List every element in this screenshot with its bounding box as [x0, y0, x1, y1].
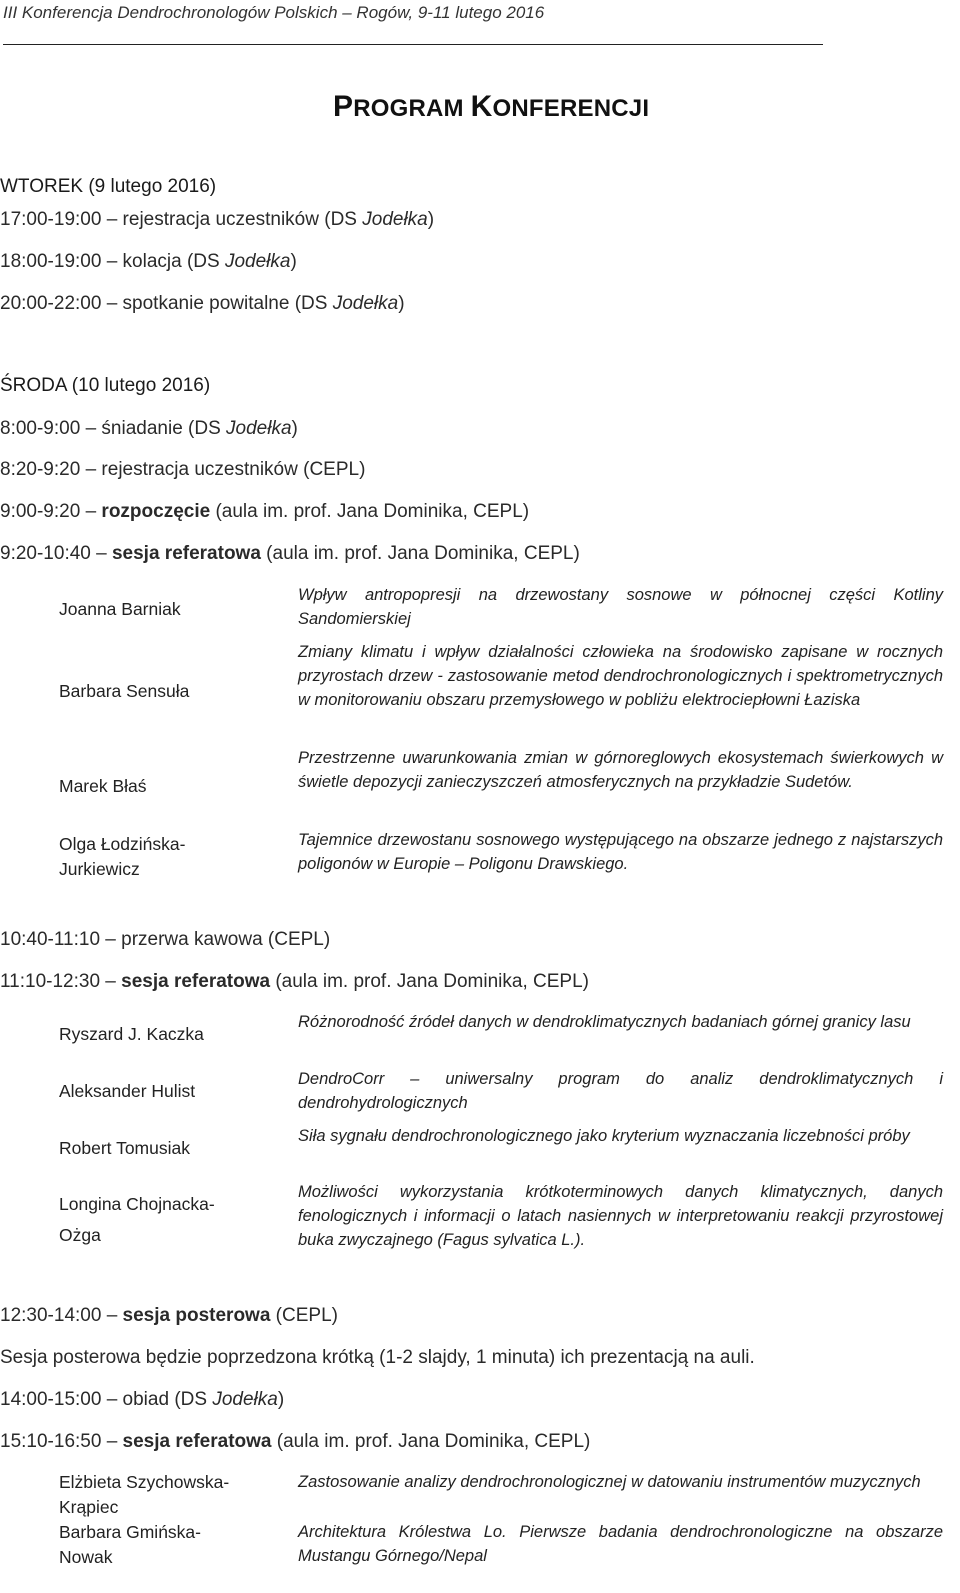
day-heading-tuesday: WTOREK (9 lutego 2016)	[0, 176, 217, 197]
speaker-name: Ryszard J. Kaczka	[59, 1024, 204, 1044]
poster-note: Sesja posterowa będzie poprzedzona krótką (1-2 slajdy, 1 minuta) ich prezentacją na auli.	[0, 1347, 755, 1368]
speaker-name: Aleksander Hulist	[59, 1081, 196, 1101]
talk-title: Zastosowanie analizy dendrochronologicznej w datowaniu instrumentów muzycznych	[298, 1473, 921, 1491]
schedule-item: 18:00-19:00 – kolacja (DS Jodełka)	[0, 251, 297, 272]
schedule-item: 14:00-15:00 – obiad (DS Jodełka)	[0, 1389, 285, 1410]
speaker-name: Barbara Gmińska-Nowak	[59, 1522, 201, 1567]
schedule-item: 10:40-11:10 – przerwa kawowa (CEPL)	[0, 929, 331, 950]
speaker-name: Barbara Sensuła	[59, 681, 190, 701]
speaker-name: Elżbieta Szychowska-Krąpiec	[59, 1472, 230, 1517]
talk-title: Siła sygnału dendrochronologicznego jako kryterium wyznaczania liczebności próby	[298, 1127, 910, 1145]
talk-title: Tajemnice drzewostanu sosnowego występującego na obszarze jednego z najstarszych poligonów w Europie – Poligonu Drawskiego.	[298, 831, 943, 873]
talk-title: Możliwości wykorzystania krótkoterminowych danych klimatycznych, danych fenologicznych i informacji o latach nasiennych w interpretowaniu reakcji przyrostowej buka zwyczajnego (Fagus sylvatica L.).	[298, 1183, 943, 1249]
talk-title: DendroCorr – uniwersalny program do analiz dendroklimatycznych i dendrohydrologicznych	[298, 1070, 943, 1112]
speaker-name: Longina Chojnacka-Ożga	[59, 1194, 215, 1245]
talk-title: Wpływ antropopresji na drzewostany sosnowe w północnej części Kotliny Sandomierskiej	[298, 586, 943, 628]
talk-title: Różnorodność źródeł danych w dendroklimatycznych badaniach górnej granicy lasu	[298, 1013, 911, 1031]
talk-title: Zmiany klimatu i wpływ działalności człowieka na środowisko zapisane w rocznych przyrostach drzew - zastosowanie metod dendrochronologicznych i spektrometrycznych w monitorowaniu obszaru przemysłowego w pobliżu elektrociepłowni Łaziska	[298, 643, 943, 709]
schedule-item: 17:00-19:00 – rejestracja uczestników (DS Jodełka)	[0, 209, 435, 230]
schedule-item: 12:30-14:00 – sesja posterowa (CEPL)	[0, 1305, 338, 1326]
schedule-item: 9:00-9:20 – rozpoczęcie (aula im. prof. Jana Dominika, CEPL)	[0, 501, 530, 522]
speaker-name: Joanna Barniak	[59, 599, 181, 619]
schedule-item: 8:00-9:00 – śniadanie (DS Jodełka)	[0, 418, 298, 439]
talk-title: Przestrzenne uwarunkowania zmian w górnoreglowych ekosystemach świerkowych w świetle depozycji zanieczyszczeń atmosferycznych na przykładzie Sudetów.	[298, 749, 943, 791]
day-heading-wednesday: ŚRODA (10 lutego 2016)	[0, 375, 211, 396]
speaker-name: Olga Łodzińska-Jurkiewicz	[59, 834, 186, 879]
header-rule	[3, 44, 823, 45]
schedule-item: 20:00-22:00 – spotkanie powitalne (DS Jodełka)	[0, 293, 405, 314]
schedule-item: 15:10-16:50 – sesja referatowa (aula im. prof. Jana Dominika, CEPL)	[0, 1431, 591, 1452]
schedule-item: 9:20-10:40 – sesja referatowa (aula im. prof. Jana Dominika, CEPL)	[0, 543, 580, 564]
speaker-name: Robert Tomusiak	[59, 1138, 190, 1158]
page-title: PROGRAM KONFERENCJI	[333, 90, 650, 123]
running-header: III Konferencja Dendrochronologów Polskich – Rogów, 9-11 lutego 2016	[3, 3, 545, 22]
speaker-name: Marek Błaś	[59, 776, 147, 796]
talk-title: Architektura Królestwa Lo. Pierwsze badania dendrochronologiczne na obszarze Mustangu Górnego/Nepal	[298, 1523, 943, 1565]
schedule-item: 11:10-12:30 – sesja referatowa (aula im. prof. Jana Dominika, CEPL)	[0, 971, 589, 992]
schedule-item: 8:20-9:20 – rejestracja uczestników (CEPL)	[0, 459, 366, 480]
